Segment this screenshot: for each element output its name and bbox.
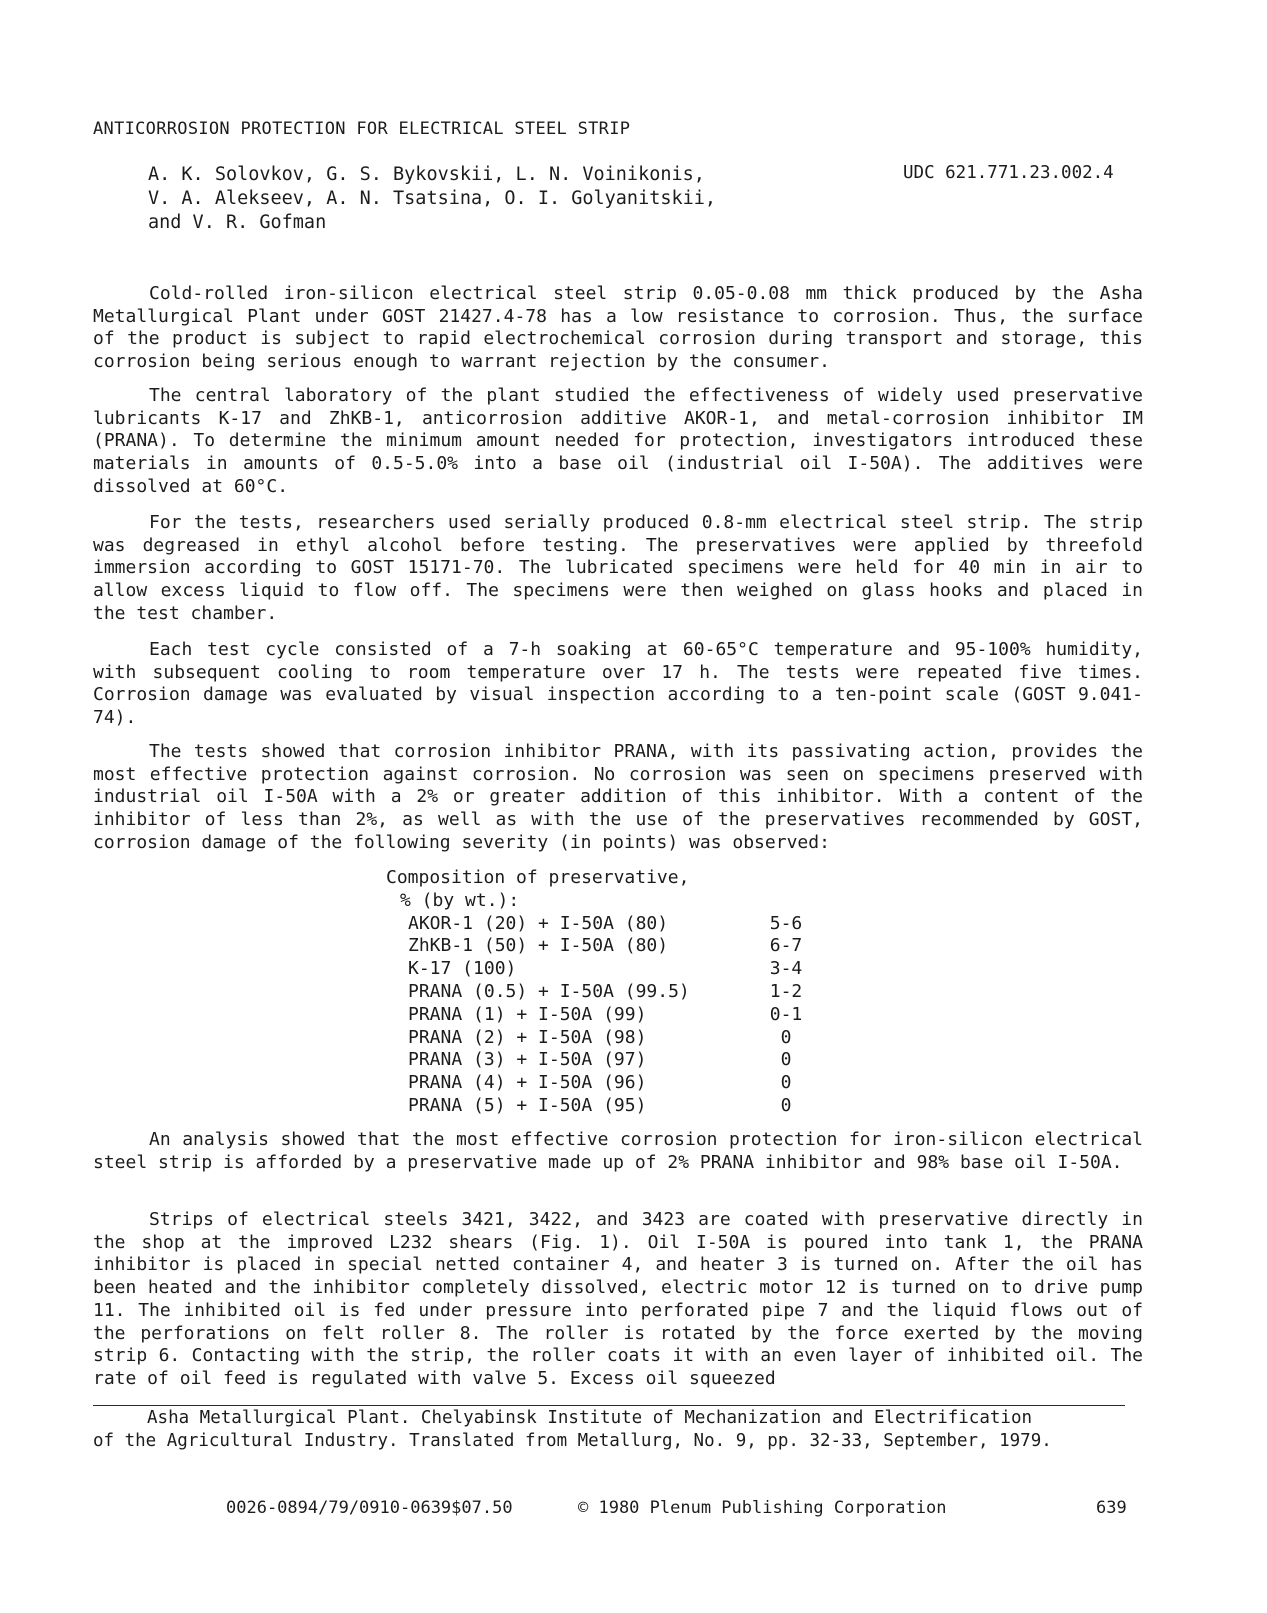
table-row <box>386 980 803 1004</box>
body-paragraph <box>93 385 1143 499</box>
table-row <box>386 935 803 958</box>
body-paragraph <box>93 741 1143 855</box>
body-paragraph <box>93 512 1143 626</box>
body-paragraph <box>93 283 1143 374</box>
issn-code: 0026-0894/79/0910-0639$07.50 <box>226 1498 513 1518</box>
severity-cell: 5-6 <box>769 912 803 934</box>
severity-cell: 0 <box>780 1026 792 1048</box>
table-subheader: % (by wt.): <box>400 889 520 911</box>
table-row <box>386 1072 792 1095</box>
composition-cell: AKOR-1 (20) + I-50A (80) <box>408 912 669 934</box>
paragraph-text: The tests showed that corrosion inhibitor PRANA, with its passivating action, provides the most effective protection against corrosion. No corrosion was seen on specimens preserved with industrial oil I-50A with a 2% or greater addition of this inhibitor. With a content of the inhibitor of less than 2%, as well as with the use of the preservatives recommended by GOST, corrosion damage of the following severity (in points) was observed: <box>93 741 1143 853</box>
author-line: V. A. Alekseev, A. N. Tsatsina, O. I. Golyanitskii, <box>148 188 717 209</box>
article-title: ANTICORROSION PROTECTION FOR ELECTRICAL STEEL STRIP <box>93 119 631 139</box>
footnote-divider <box>93 1405 1125 1406</box>
table-header: Composition of preservative, <box>386 867 690 888</box>
paragraph-text: For the tests, researchers used serially produced 0.8-mm electrical steel strip. The strip was degreased in ethyl alcohol before testing. The preservatives were applied by threefold immersion according to GOST 15171-70. The lubricated specimens were held for 40 min in air to allow excess liquid to flow off. The specimens were then weighed on glass hooks and placed in the test chamber. <box>93 512 1143 624</box>
author-list <box>148 163 716 235</box>
table-row <box>386 958 803 981</box>
composition-cell: ZhKB-1 (50) + I-50A (80) <box>408 935 669 957</box>
footnote-line: Asha Metallurgical Plant. Chelyabinsk Institute of Mechanization and Electrification <box>147 1408 1033 1428</box>
composition-cell: K-17 (100) <box>408 958 517 980</box>
corrosion-severity-table <box>386 867 803 1118</box>
composition-cell: PRANA (3) + I-50A (97) <box>408 1049 647 1071</box>
severity-cell: 1-2 <box>769 980 803 1002</box>
severity-cell: 0 <box>780 1072 792 1094</box>
table-row <box>386 1094 792 1118</box>
paragraph-text: Strips of electrical steels 3421, 3422, and 3423 are coated with preservative directly in the shop at the improved L232 shears (Fig. 1). Oil I-50A is poured into tank 1, the PRANA inhibitor is placed in special netted container 4, and heater 3 is turned on. After the oil has been heated and the inhibitor completely dissolved, electric motor 12 is turned on to drive pump 11. The inhibited oil is fed under pressure into perforated pipe 7 and the liquid flows out of the perforations on felt roller 8. The roller is rotated by the force exerted by the moving strip 6. Contacting with the strip, the roller coats it with an even layer of inhibited oil. The rate of oil feed is regulated with valve 5. Excess oil squeezed <box>93 1209 1143 1389</box>
severity-cell: 0 <box>780 1049 792 1071</box>
footnote <box>93 1407 1133 1453</box>
severity-cell: 6-7 <box>769 935 803 957</box>
footnote-line: of the Agricultural Industry. Translated from Metallurg, No. 9, pp. 32-33, September, 1979. <box>93 1431 1052 1451</box>
table-row <box>386 1049 792 1072</box>
table-row <box>386 1003 803 1027</box>
composition-cell: PRANA (5) + I-50A (95) <box>408 1094 647 1116</box>
table-row <box>386 912 803 936</box>
severity-cell: 0 <box>780 1094 792 1116</box>
paragraph-text: An analysis showed that the most effective corrosion protection for iron-silicon electrical steel strip is afforded by a preservative made up of 2% PRANA inhibitor and 98% base oil I-50A. <box>93 1129 1143 1173</box>
body-paragraph <box>93 639 1143 730</box>
composition-cell: PRANA (1) + I-50A (99) <box>408 1003 647 1025</box>
udc-code: UDC 621.771.23.002.4 <box>903 163 1114 183</box>
author-line: and V. R. Gofman <box>148 212 327 233</box>
body-paragraph <box>93 1209 1143 1391</box>
paragraph-text: Cold-rolled iron-silicon electrical steel strip 0.05-0.08 mm thick produced by the Asha Metallurgical Plant under GOST 21427.4-78 has a low resistance to corrosion. Thus, the surface of the product is subject to rapid electrochemical corrosion during transport and storage, this corrosion being serious enough to warrant rejection by the consumer. <box>93 283 1143 373</box>
paragraph-text: Each test cycle consisted of a 7-h soaking at 60-65°C temperature and 95-100% humidity, with subsequent cooling to room temperature over 17 h. The tests were repeated five times. Corrosion damage was evaluated by visual inspection according to a ten-point scale (GOST 9.041-74). <box>93 639 1143 729</box>
composition-cell: PRANA (2) + I-50A (98) <box>408 1026 647 1048</box>
table-row <box>386 1026 792 1050</box>
page-number: 639 <box>1096 1498 1127 1518</box>
composition-cell: PRANA (4) + I-50A (96) <box>408 1072 647 1094</box>
severity-cell: 0-1 <box>769 1003 803 1025</box>
author-line: A. K. Solovkov, G. S. Bykovskii, L. N. Voinikonis, <box>148 164 705 185</box>
severity-cell: 3-4 <box>769 958 803 980</box>
paragraph-text: The central laboratory of the plant studied the effectiveness of widely used preservative lubricants K-17 and ZhKB-1, anticorrosion additive AKOR-1, and metal-corrosion inhibitor IM (PRANA). To determine the minimum amount needed for protection, investigators introduced these materials in amounts of 0.5-5.0% into a base oil (industrial oil I-50A). The additives were dissolved at 60°C. <box>93 385 1143 497</box>
composition-cell: PRANA (0.5) + I-50A (99.5) <box>408 980 690 1002</box>
copyright-notice: © 1980 Plenum Publishing Corporation <box>578 1498 947 1518</box>
body-paragraph <box>93 1129 1143 1174</box>
